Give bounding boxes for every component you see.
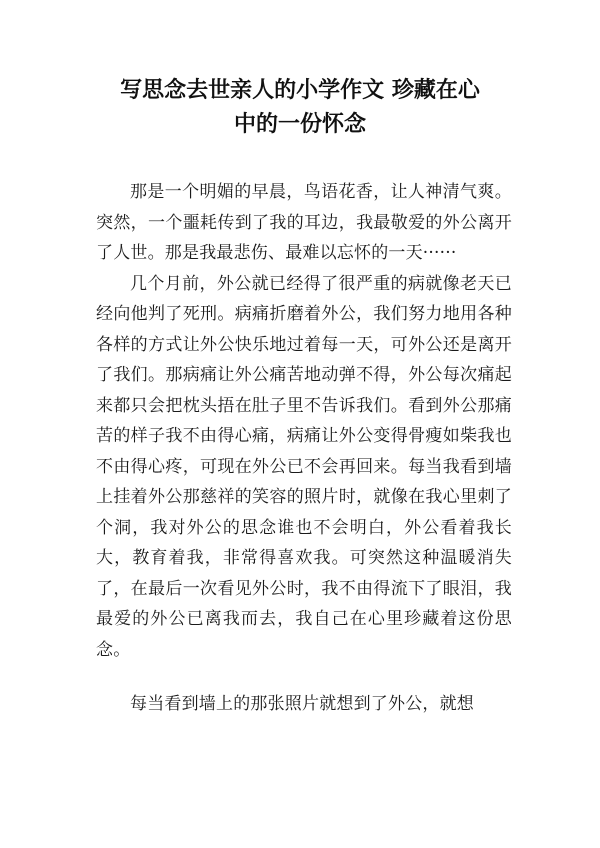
article-body	[96, 177, 512, 720]
article-title-line-2: 中的一份怀念	[233, 112, 366, 137]
paragraph-2: 几个月前，外公就已经得了很严重的病就像老天已经向他判了死刑。病痛折磨着外公，我们努力地用各种各样的方式让外公快乐地过着每一天，可外公还是离开了我们。那病痛让外公痛苦地动弹不得，外公每次痛起来都只会把枕头捂在肚子里不告诉我们。看到外公那痛苦的样子我不由得心痛，病痛让外公变得骨瘦如柴我也不由得心疼，可现在外公已不会再回来。每当我看到墙上挂着外公那慈祥的笑容的照片时，就像在我心里刺了个洞，我对外公的思念谁也不会明白，外公看着我长大，教育着我，非常得喜欢我。可突然这种温暖消失了，在最后一次看见外公时，我不由得流下了眼泪，我最爱的外公已离我而去，我自己在心里珍藏着这份思念。	[96, 273, 512, 660]
article-title-line-1: 写思念去世亲人的小学作文 珍藏在心	[120, 78, 480, 103]
article-title	[60, 74, 540, 142]
paragraph-1: 那是一个明媚的早晨，鸟语花香，让人神清气爽。突然，一个噩耗传到了我的耳边，我最敬爱的外公离开了人世。那是我最悲伤、最难以忘怀的一天······	[96, 182, 512, 263]
paragraph-3: 每当看到墙上的那张照片就想到了外公，就想	[130, 694, 474, 714]
